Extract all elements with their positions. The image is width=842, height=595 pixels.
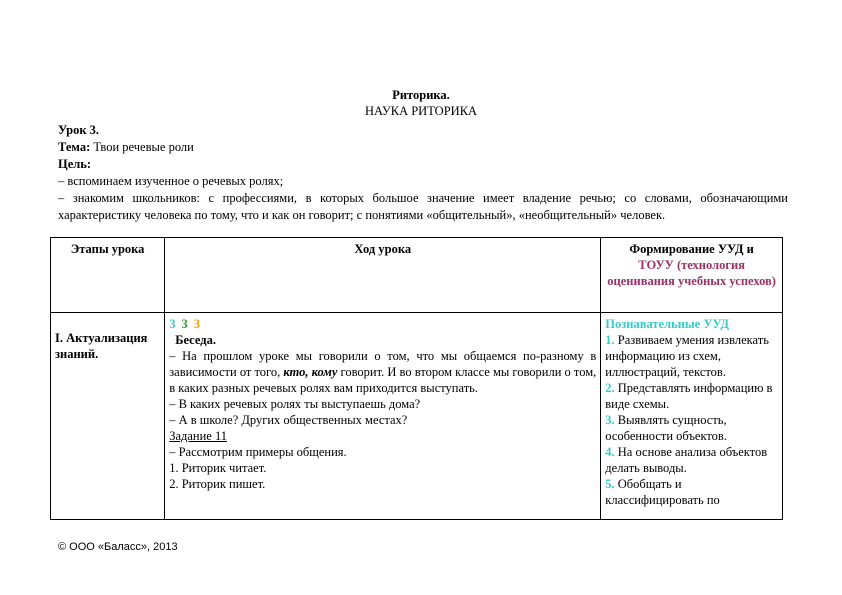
task-link: Задание 11	[169, 429, 228, 443]
question-1: – В каких речевых ролях ты выступаешь дома?	[169, 397, 421, 411]
goal-item-2: – знакомим школьников: с профессиями, в которых большое значение имеет владение речью; со словами, обозначающими характеристику человека по тому, что и как он говорит; с понятиями «общительный», «необщительный» человек.	[58, 191, 788, 222]
question-2: – А в школе? Других общественных местах?	[169, 413, 408, 427]
goal-label: Цель:	[58, 157, 92, 171]
conversation-title: Беседа.	[175, 333, 216, 347]
uud-item: 5. Обобщать и классифицировать по	[605, 477, 720, 507]
header-stages: Этапы урока	[51, 238, 165, 313]
example-2: 2. Риторик пишет.	[169, 477, 266, 491]
progress-cell	[165, 313, 601, 520]
touu-label: ТОУУ (технология оценивания учебных успехов)	[607, 258, 776, 288]
stage-title: I. Актуализация знаний.	[55, 331, 148, 361]
lesson-meta	[58, 122, 788, 224]
stage-cell	[51, 313, 165, 520]
table-row	[51, 313, 783, 520]
document-subtitle: НАУКА РИТОРИКА	[364, 104, 478, 118]
time-badges: 3 3 3	[169, 317, 200, 331]
lesson-number: Урок 3.	[58, 123, 100, 137]
lesson-table	[50, 237, 783, 520]
copyright-footer: © ООО «Баласс», 2013	[58, 541, 178, 553]
example-1: 1. Риторик читает.	[169, 461, 267, 475]
uud-item: 1. Развиваем умения извлекать информацию из схем, иллюстраций, текстов.	[605, 333, 769, 379]
uud-item: 2. Представлять информацию в виде схемы.	[605, 381, 773, 411]
goal-item-1: – вспоминаем изученное о речевых ролях;	[58, 174, 284, 188]
uud-item: 4. На основе анализа объектов делать выводы.	[605, 445, 768, 475]
lesson-topic: Тема: Твои речевые роли	[58, 140, 194, 154]
examples-intro: – Рассмотрим примеры общения.	[169, 445, 347, 459]
header-progress: Ход урока	[165, 238, 601, 313]
table-header-row	[51, 238, 783, 313]
uud-item: 3. Выявлять сущность, особенности объектов.	[605, 413, 727, 443]
header-uud: Формирование УУД и ТОУУ (технология оценивания учебных успехов)	[601, 238, 783, 313]
uud-cell	[601, 313, 783, 520]
intro-paragraph: – На прошлом уроке мы говорили о том, что мы общаемся по-разному в зависимости от того, кто, кому говорит. И во втором классе мы говорили о том, в каких разных речевых ролях вам приходится выступать.	[169, 349, 597, 395]
uud-title: Познавательные УУД	[605, 317, 730, 331]
document-subject: Риторика.	[392, 88, 450, 102]
